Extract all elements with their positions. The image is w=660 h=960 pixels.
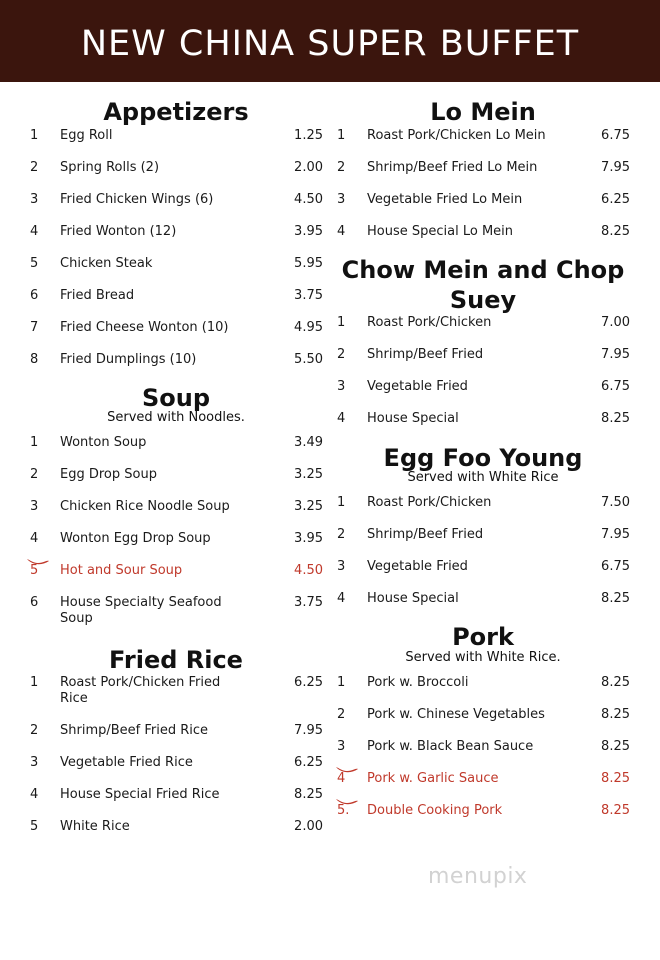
item-price: 2.00 bbox=[294, 160, 323, 175]
item-price: 7.95 bbox=[294, 723, 323, 738]
item-price: 1.25 bbox=[294, 128, 323, 143]
item-name: Chicken Rice Noodle Soup bbox=[60, 499, 230, 514]
item-number: 2 bbox=[30, 160, 39, 175]
item-price: 4.95 bbox=[294, 320, 323, 335]
item-number: 2 bbox=[337, 160, 346, 175]
item-name: Vegetable Fried bbox=[367, 379, 468, 394]
item-price: 4.50 bbox=[294, 192, 323, 207]
item-price: 8.25 bbox=[601, 411, 630, 426]
item-price: 6.75 bbox=[601, 379, 630, 394]
section-subtitle-egg-foo-young: Served with White Rice bbox=[407, 470, 559, 485]
item-number: 1 bbox=[337, 128, 346, 143]
watermark: menupix bbox=[428, 864, 528, 889]
item-price: 6.25 bbox=[294, 675, 323, 690]
item-number: 3 bbox=[337, 559, 346, 574]
item-name: Hot and Sour Soup bbox=[60, 563, 183, 578]
item-number: 2 bbox=[30, 723, 39, 738]
item-number: 5 bbox=[30, 819, 39, 834]
item-number: 6 bbox=[30, 288, 39, 303]
item-price: 8.25 bbox=[601, 591, 630, 606]
item-number: 7 bbox=[30, 320, 39, 335]
item-name: Shrimp/Beef Fried Lo Mein bbox=[367, 160, 538, 175]
item-number: 8 bbox=[30, 352, 39, 367]
item-price: 8.25 bbox=[294, 787, 323, 802]
item-name: Pork w. Broccoli bbox=[367, 675, 469, 690]
item-number: 2 bbox=[30, 467, 39, 482]
item-price: 3.25 bbox=[294, 467, 323, 482]
section-title-appetizers: Appetizers bbox=[103, 98, 249, 126]
item-price: 8.25 bbox=[601, 675, 630, 690]
item-number: 6 bbox=[30, 595, 39, 610]
item-name: Fried Chicken Wings (6) bbox=[60, 192, 214, 207]
item-number: 3 bbox=[337, 379, 346, 394]
item-price: 7.50 bbox=[601, 495, 630, 510]
item-price: 3.25 bbox=[294, 499, 323, 514]
item-name: Roast Pork/Chicken Lo Mein bbox=[367, 128, 546, 143]
item-price: 5.50 bbox=[294, 352, 323, 367]
section-title-soup: Soup bbox=[141, 384, 211, 412]
item-price: 7.95 bbox=[601, 160, 630, 175]
item-price: 4.50 bbox=[294, 563, 323, 578]
item-price: 6.75 bbox=[601, 128, 630, 143]
item-price: 3.95 bbox=[294, 531, 323, 546]
item-name: Vegetable Fried bbox=[367, 559, 468, 574]
item-number: 4 bbox=[30, 787, 39, 802]
item-name: Roast Pork/Chicken bbox=[367, 315, 492, 330]
item-price: 8.25 bbox=[601, 224, 630, 239]
item-number: 3 bbox=[337, 739, 346, 754]
item-price: 8.25 bbox=[601, 739, 630, 754]
section-title-chow-mein-line2: Suey bbox=[449, 286, 517, 314]
item-price: 7.00 bbox=[601, 315, 630, 330]
restaurant-title: NEW CHINA SUPER BUFFET bbox=[80, 24, 580, 64]
item-price: 6.75 bbox=[601, 559, 630, 574]
item-name: Pork w. Black Bean Sauce bbox=[367, 739, 534, 754]
section-title-egg-foo-young: Egg Foo Young bbox=[383, 444, 583, 472]
item-price: 8.25 bbox=[601, 707, 630, 722]
item-number: 3 bbox=[337, 192, 346, 207]
item-name: Shrimp/Beef Fried bbox=[367, 347, 484, 362]
item-price: 5.95 bbox=[294, 256, 323, 271]
item-name: Fried Bread bbox=[60, 288, 135, 303]
item-number: 5 bbox=[30, 256, 39, 271]
item-number: 1 bbox=[30, 435, 39, 450]
section-subtitle-pork: Served with White Rice. bbox=[405, 650, 561, 665]
item-number: 1 bbox=[337, 675, 346, 690]
item-price: 8.25 bbox=[601, 771, 630, 786]
item-name: Pork w. Chinese Vegetables bbox=[367, 707, 545, 722]
item-price: 7.95 bbox=[601, 347, 630, 362]
item-name: Vegetable Fried Rice bbox=[60, 755, 193, 770]
item-name: Fried Wonton (12) bbox=[60, 224, 177, 239]
item-number: 2 bbox=[337, 707, 346, 722]
item-name: House Special bbox=[367, 591, 459, 606]
section-subtitle-soup: Served with Noodles. bbox=[107, 410, 245, 425]
item-name: Egg Drop Soup bbox=[60, 467, 157, 482]
section-title-chow-mein: Chow Mein and Chop bbox=[341, 256, 625, 284]
item-name: Fried Cheese Wonton (10) bbox=[60, 320, 229, 335]
item-number: 4 bbox=[337, 591, 346, 606]
item-number: 4 bbox=[30, 224, 39, 239]
item-name: Double Cooking Pork bbox=[367, 803, 503, 818]
item-name: Wonton Soup bbox=[60, 435, 147, 450]
item-name: Shrimp/Beef Fried Rice bbox=[60, 723, 209, 738]
item-price: 8.25 bbox=[601, 803, 630, 818]
item-number: 2 bbox=[337, 527, 346, 542]
item-name: White Rice bbox=[60, 819, 130, 834]
item-number: 1 bbox=[30, 675, 39, 690]
item-name: Fried Dumplings (10) bbox=[60, 352, 197, 367]
item-price: 2.00 bbox=[294, 819, 323, 834]
item-number: 2 bbox=[337, 347, 346, 362]
header-banner bbox=[0, 0, 660, 82]
item-price: 3.75 bbox=[294, 595, 323, 610]
item-name: Vegetable Fried Lo Mein bbox=[367, 192, 523, 207]
section-title-lo-mein: Lo Mein bbox=[430, 98, 536, 126]
item-name: House Special bbox=[367, 411, 459, 426]
item-number: 1 bbox=[30, 128, 39, 143]
item-name: Roast Pork/Chicken Fried Rice bbox=[60, 675, 221, 706]
item-number: 3 bbox=[30, 192, 39, 207]
section-title-fried-rice: Fried Rice bbox=[109, 646, 243, 674]
item-name: Spring Rolls (2) bbox=[60, 160, 160, 175]
item-number: 5. bbox=[337, 803, 350, 818]
item-number: 5 bbox=[30, 563, 39, 578]
item-name: Shrimp/Beef Fried bbox=[367, 527, 484, 542]
item-price: 6.25 bbox=[601, 192, 630, 207]
item-number: 4 bbox=[337, 224, 346, 239]
item-number: 1 bbox=[337, 315, 346, 330]
item-price: 7.95 bbox=[601, 527, 630, 542]
item-name: Egg Roll bbox=[60, 128, 113, 143]
item-number: 3 bbox=[30, 499, 39, 514]
item-number: 4 bbox=[30, 531, 39, 546]
item-number: 4 bbox=[337, 771, 346, 786]
item-name: House Specialty Seafood Soup bbox=[60, 595, 222, 626]
item-name: Wonton Egg Drop Soup bbox=[60, 531, 211, 546]
item-price: 3.75 bbox=[294, 288, 323, 303]
item-name: Pork w. Garlic Sauce bbox=[367, 771, 499, 786]
item-name: Chicken Steak bbox=[60, 256, 153, 271]
item-number: 4 bbox=[337, 411, 346, 426]
item-price: 3.49 bbox=[294, 435, 323, 450]
item-price: 3.95 bbox=[294, 224, 323, 239]
item-name: House Special Fried Rice bbox=[60, 787, 220, 802]
item-name: Roast Pork/Chicken bbox=[367, 495, 492, 510]
item-price: 6.25 bbox=[294, 755, 323, 770]
item-number: 1 bbox=[337, 495, 346, 510]
item-name: House Special Lo Mein bbox=[367, 224, 514, 239]
section-title-pork: Pork bbox=[452, 623, 514, 651]
item-number: 3 bbox=[30, 755, 39, 770]
